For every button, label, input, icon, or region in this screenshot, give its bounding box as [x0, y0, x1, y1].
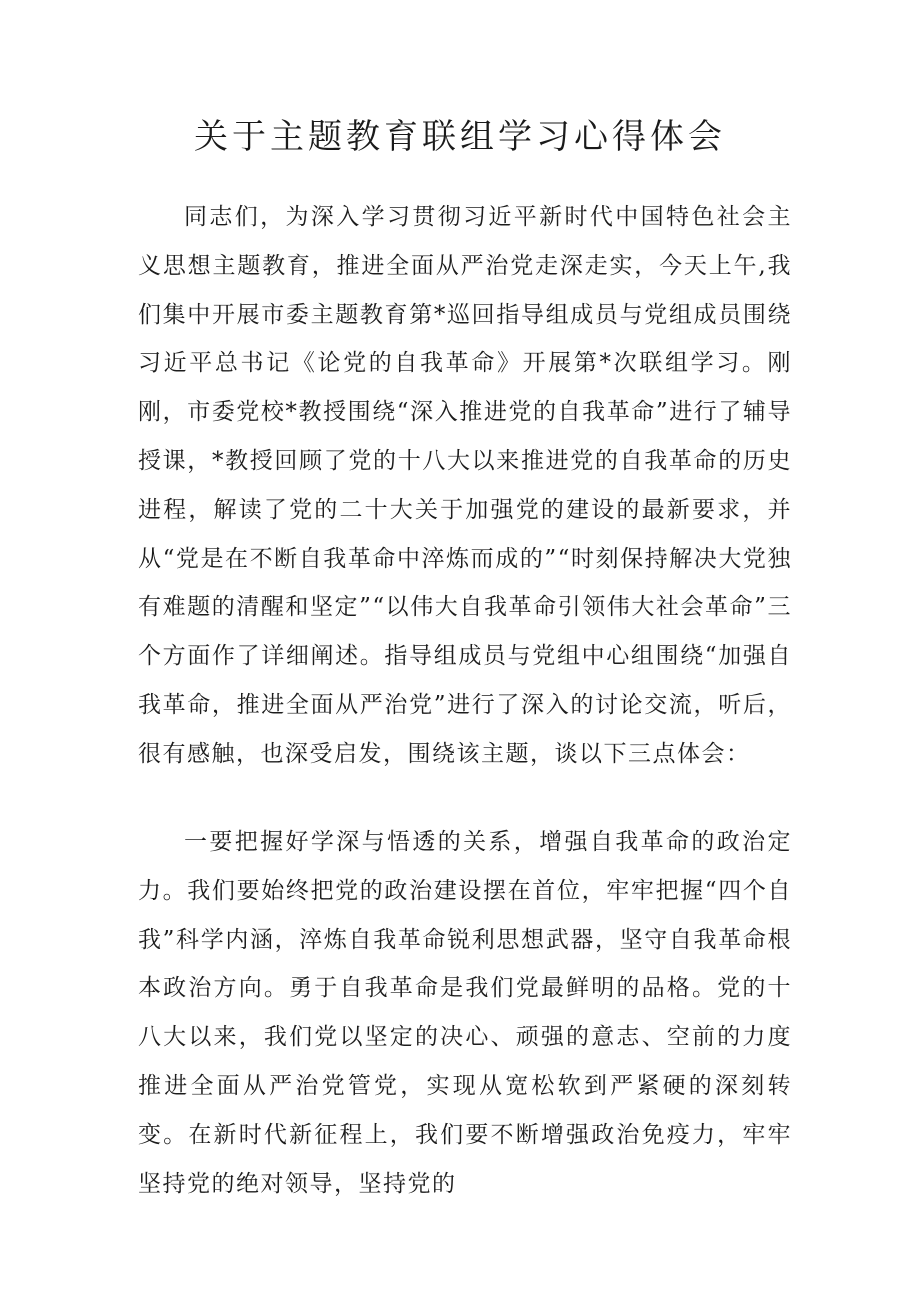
document-title: 关于主题教育联组学习心得体会 [194, 117, 726, 157]
paragraph-intro: 同志们，为深入学习贯彻习近平新时代中国特色社会主义思想主题教育，推进全面从严治党走深走实，今天上午,我们集中开展市委主题教育第*巡回指导组成员与党组成员围绕习近平总书记《论党的自我革命》开展第*次联组学习。刚刚，市委党校*教授围绕“深入推进党的自我革命”进行了辅导授课，*教授回顾了党的十八大以来推进党的自我革命的历史进程，解读了党的二十大关于加强党的建设的最新要求，并从“党是在不断自我革命中淬炼而成的”“时刻保持解决大党独有难题的清醒和坚定”“以伟大自我革命引领伟大社会革命”三个方面作了详细阐述。指导组成员与党组中心组围绕“加强自我革命，推进全面从严治党”进行了深入的讨论交流，听后，很有感触，也深受启发，围绕该主题，谈以下三点体会： [138, 204, 792, 767]
paragraph-point-one: 一要把握好学深与悟透的关系，增强自我革命的政治定力。我们要始终把党的政治建设摆在首位，牢牢把握“四个自我”科学内涵，淬炼自我革命锐利思想武器，坚守自我革命根本政治方向。勇于自我革命是我们党最鲜明的品格。党的十八大以来，我们党以坚定的决心、顽强的意志、空前的力度推进全面从严治党管党，实现从宽松软到严紧硬的深刻转变。在新时代新征程上，我们要不断增强政治免疫力，牢牢坚持党的绝对领导，坚持党的 [138, 829, 792, 1197]
